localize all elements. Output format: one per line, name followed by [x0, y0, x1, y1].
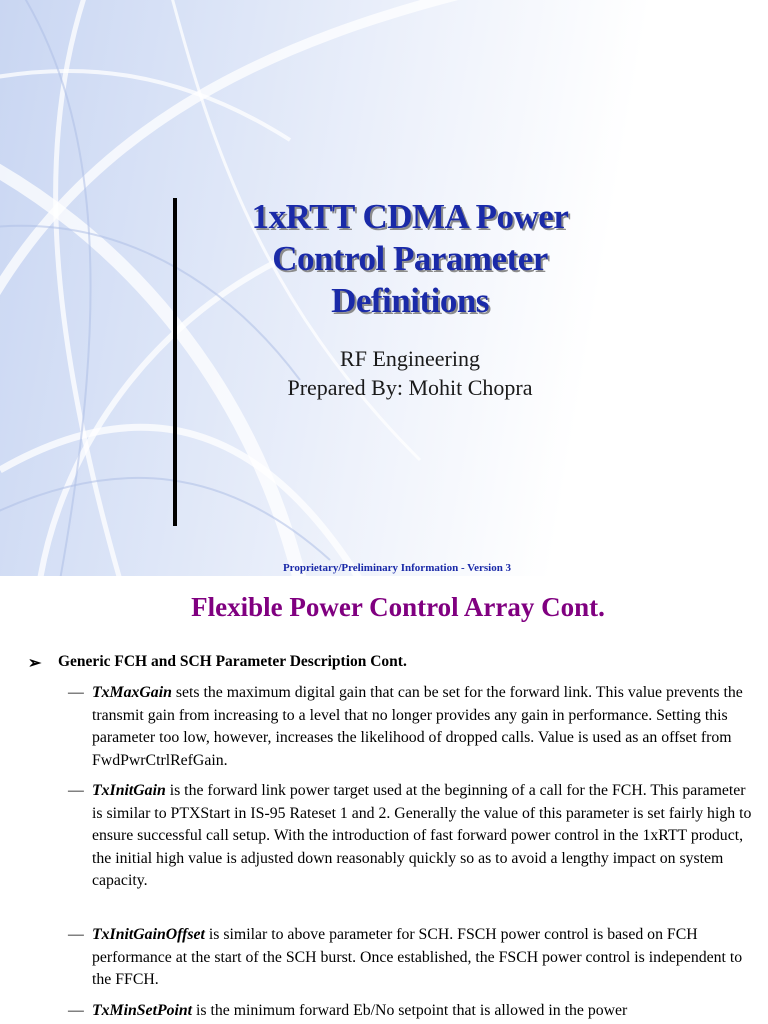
- param-term: TxInitGainOffset: [92, 926, 205, 943]
- param-description: is similar to above parameter for SCH. FSCH power control is based on FCH performance at the start of the SCH burst. Once established, the FSCH power control is independent to the FFCH.: [92, 926, 743, 988]
- department: RF Engineering: [340, 346, 480, 371]
- param-item: [68, 924, 752, 992]
- slide-title-line: Control Parameter: [272, 239, 548, 278]
- content-slide: [0, 576, 768, 1024]
- slide-title-line: Definitions: [331, 281, 489, 320]
- param-item: [68, 780, 752, 893]
- slide-title-line: 1xRTT CDMA Power: [251, 197, 569, 236]
- content-slide-title: Flexible Power Control Array Cont.: [191, 592, 605, 622]
- param-term: TxMaxGain: [92, 684, 172, 701]
- param-description: sets the maximum digital gain that can be set for the forward link. This value prevents the transmit gain from increasing to a level that no longer provides any gain in performance. Setting this parameter too low, however, increases the likelihood of dropped calls. Value is used as an offset from FwdPwrCtrlRefGain.: [92, 684, 743, 769]
- param-term: TxInitGain: [92, 782, 166, 799]
- author: Prepared By: Mohit Chopra: [287, 375, 533, 400]
- param-description: is the minimum forward Eb/No setpoint that is allowed in the power: [192, 1002, 628, 1019]
- dash-marker: —: [68, 926, 84, 943]
- dash-marker: —: [68, 684, 84, 701]
- param-description: is the forward link power target used at the beginning of a call for the FCH. This parameter is similar to PTXStart in IS-95 Rateset 1 and 2. Generally the value of this parameter is set fairly high to ensure successful call setup. With the introduction of fast forward power control in the 1xRTT product, the initial high value is adjusted down reasonably quickly so as to avoid a lengthy impact on system capacity.: [92, 782, 752, 889]
- bullet-heading: Generic FCH and SCH Parameter Description Cont.: [58, 653, 407, 670]
- param-item: [68, 682, 752, 772]
- slide-subtitle: [240, 344, 580, 402]
- dash-marker: —: [68, 782, 84, 799]
- arrow-bullet-icon: ➢: [28, 655, 42, 672]
- slide-footer: Proprietary/Preliminary Information - Version 3: [282, 562, 512, 574]
- param-term: TxMinSetPoint: [92, 1002, 193, 1019]
- vertical-divider: [173, 198, 177, 526]
- param-item: [68, 1000, 752, 1023]
- dash-marker: —: [68, 1002, 84, 1019]
- slide-title: [230, 196, 590, 322]
